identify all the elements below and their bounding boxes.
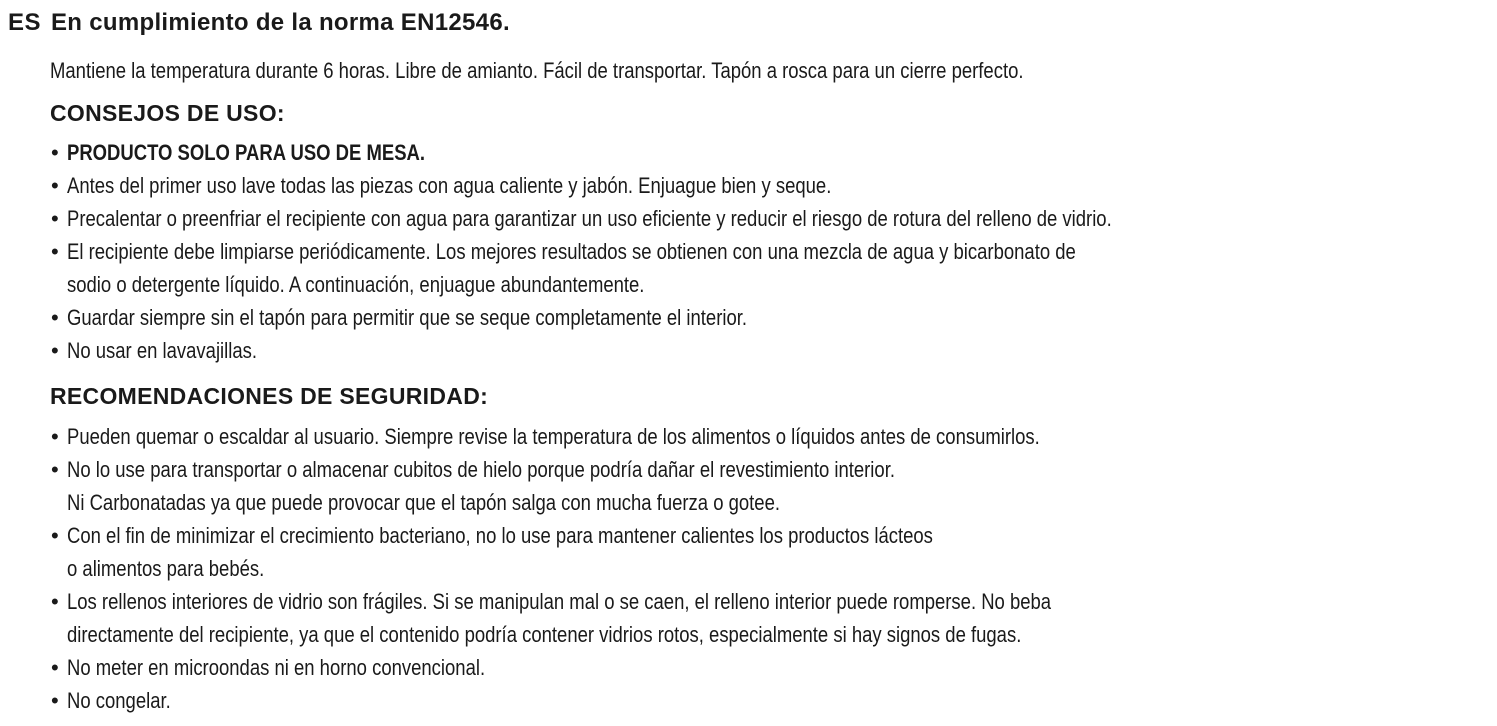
list-item-line: o alimentos para bebés. (67, 556, 265, 581)
list-item-line: Los rellenos interiores de vidrio son frágiles. Si se manipulan mal o se caen, el relleno interior puede romperse. No beba (67, 589, 1052, 614)
list-item (50, 301, 1311, 334)
intro-text: Mantiene la temperatura durante 6 horas. Libre de amianto. Fácil de transportar. Tapón a rosca para un cierre perfecto. (50, 58, 1024, 83)
list-item-line: El recipiente debe limpiarse periódicamente. Los mejores resultados se obtienen con una mezcla de agua y bicarbonato de (67, 239, 1076, 264)
page-title: En cumplimiento de la norma EN12546. (51, 9, 510, 36)
list-item-line: No usar en lavavajillas. (67, 338, 258, 363)
bullet-icon: • (51, 173, 59, 198)
list-item-line: directamente del recipiente, ya que el contenido podría contener vidrios rotos, especialmente si hay signos de fugas. (67, 622, 1022, 647)
list-item-line: PRODUCTO SOLO PARA USO DE MESA. (67, 140, 425, 165)
bullet-icon: • (51, 424, 59, 449)
list-item (50, 235, 1311, 301)
list-item-line: No meter en microondas ni en horno convencional. (67, 655, 486, 680)
list-item (50, 202, 1311, 235)
bullet-icon: • (51, 140, 59, 165)
bullet-icon: • (51, 338, 59, 363)
list-item (50, 651, 1239, 684)
seguridad-heading: RECOMENDACIONES DE SEGURIDAD: (50, 383, 489, 409)
list-item (50, 585, 1239, 651)
bullet-icon: • (51, 589, 59, 614)
list-item (50, 169, 1311, 202)
bullet-icon: • (51, 457, 59, 482)
list-item (50, 453, 1239, 519)
consejos-list (50, 136, 1311, 367)
list-item (50, 334, 1311, 367)
list-item-line: Pueden quemar o escaldar al usuario. Siempre revise la temperatura de los alimentos o líquidos antes de consumirlos. (67, 424, 1040, 449)
list-item (50, 684, 1239, 717)
list-item (50, 136, 1311, 169)
list-item-line: Con el fin de minimizar el crecimiento bacteriano, no lo use para mantener calientes los productos lácteos (67, 523, 933, 548)
list-item-line: Ni Carbonatadas ya que puede provocar que el tapón salga con mucha fuerza o gotee. (67, 490, 780, 515)
consejos-heading: CONSEJOS DE USO: (50, 100, 285, 126)
list-item-line: No congelar. (67, 688, 171, 713)
list-item (50, 519, 1239, 585)
seguridad-list (50, 420, 1239, 717)
bullet-icon: • (51, 688, 59, 713)
list-item-line: No lo use para transportar o almacenar cubitos de hielo porque podría dañar el revestimiento interior. (67, 457, 895, 482)
language-code: ES (8, 9, 42, 36)
bullet-icon: • (51, 305, 59, 330)
list-item-line: Antes del primer uso lave todas las piezas con agua caliente y jabón. Enjuague bien y seque. (67, 173, 832, 198)
bullet-icon: • (51, 655, 59, 680)
list-item-line: Precalentar o preenfriar el recipiente con agua para garantizar un uso eficiente y reducir el riesgo de rotura del relleno de vidrio. (67, 206, 1112, 231)
list-item-line: sodio o detergente líquido. A continuación, enjuague abundantemente. (67, 272, 645, 297)
bullet-icon: • (51, 239, 59, 264)
list-item-line: Guardar siempre sin el tapón para permitir que se seque completamente el interior. (67, 305, 748, 330)
list-item (50, 420, 1239, 453)
bullet-icon: • (51, 206, 59, 231)
bullet-icon: • (51, 523, 59, 548)
